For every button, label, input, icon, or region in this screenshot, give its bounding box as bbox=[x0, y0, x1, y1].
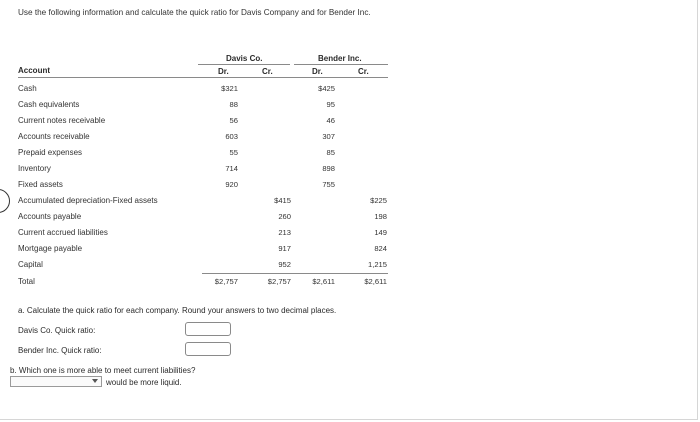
table-row-label: Prepaid expenses bbox=[18, 148, 83, 157]
bender-dr-header: Dr. bbox=[312, 67, 323, 76]
table-cell-davis-cr: 952 bbox=[278, 260, 291, 269]
question-b-text: b. Which one is more able to meet current liabilities? bbox=[10, 366, 196, 375]
bender-company-header: Bender Inc. bbox=[318, 54, 362, 63]
table-cell-davis-dr: 56 bbox=[229, 116, 238, 125]
table-cell-bender-dr: 95 bbox=[326, 100, 335, 109]
davis-quick-ratio-label: Davis Co. Quick ratio: bbox=[18, 326, 96, 335]
question-a-text: a. Calculate the quick ratio for each company. Round your answers to two decimal places. bbox=[18, 306, 337, 315]
table-cell-bender-dr: 307 bbox=[322, 132, 335, 141]
table-cell-davis-dr: 714 bbox=[225, 164, 238, 173]
table-cell-davis-dr: $2,757 bbox=[214, 277, 238, 286]
table-cell-bender-dr: 46 bbox=[326, 116, 335, 125]
more-liquid-text: would be more liquid. bbox=[106, 378, 182, 387]
table-cell-bender-dr: $425 bbox=[318, 84, 335, 93]
davis-company-header: Davis Co. bbox=[226, 54, 263, 63]
table-cell-davis-dr: 603 bbox=[225, 132, 238, 141]
table-cell-bender-dr: 85 bbox=[326, 148, 335, 157]
table-cell-bender-cr: 1,215 bbox=[367, 260, 387, 269]
table-row-label: Inventory bbox=[18, 164, 51, 173]
davis-quick-ratio-input[interactable] bbox=[185, 322, 231, 336]
table-row-label: Capital bbox=[18, 260, 43, 269]
bender-quick-ratio-label: Bender Inc. Quick ratio: bbox=[18, 346, 102, 355]
table-cell-bender-cr: 198 bbox=[374, 212, 387, 221]
header-rule bbox=[18, 77, 388, 78]
bender-quick-ratio-input[interactable] bbox=[185, 342, 231, 356]
table-cell-bender-dr: 755 bbox=[322, 180, 335, 189]
bender-cr-header: Cr. bbox=[358, 67, 369, 76]
davis-dr-header: Dr. bbox=[218, 67, 229, 76]
davis-group-rule bbox=[198, 64, 290, 65]
total-rule bbox=[202, 273, 388, 274]
table-cell-bender-cr: $2,611 bbox=[364, 277, 387, 286]
table-cell-bender-cr: 824 bbox=[374, 244, 387, 253]
table-row-label: Total bbox=[18, 277, 35, 286]
intro-text: Use the following information and calculate the quick ratio for Davis Company and for Bender Inc. bbox=[18, 8, 371, 17]
table-cell-bender-cr: 149 bbox=[374, 228, 387, 237]
davis-cr-header: Cr. bbox=[262, 67, 273, 76]
table-row-label: Accounts receivable bbox=[18, 132, 90, 141]
table-cell-davis-cr: 213 bbox=[278, 228, 291, 237]
bender-group-rule bbox=[294, 64, 388, 65]
table-row-label: Current accrued liabilities bbox=[18, 228, 108, 237]
table-cell-davis-dr: 55 bbox=[229, 148, 238, 157]
table-row-label: Cash bbox=[18, 84, 37, 93]
more-liquid-company-select[interactable] bbox=[10, 376, 102, 387]
table-cell-davis-dr: $321 bbox=[221, 84, 238, 93]
table-cell-davis-cr: 260 bbox=[278, 212, 291, 221]
table-row-label: Current notes receivable bbox=[18, 116, 106, 125]
table-row-label: Cash equivalents bbox=[18, 100, 80, 109]
table-cell-davis-cr: 917 bbox=[278, 244, 291, 253]
table-cell-davis-cr: $415 bbox=[274, 196, 291, 205]
chevron-down-icon bbox=[92, 379, 98, 383]
table-row-label: Accounts payable bbox=[18, 212, 82, 221]
table-cell-bender-cr: $225 bbox=[370, 196, 387, 205]
table-cell-bender-dr: $2,611 bbox=[312, 277, 335, 286]
table-cell-davis-dr: 920 bbox=[225, 180, 238, 189]
table-cell-davis-cr: $2,757 bbox=[267, 277, 291, 286]
table-cell-davis-dr: 88 bbox=[229, 100, 238, 109]
account-col-header: Account bbox=[18, 66, 50, 75]
table-cell-bender-dr: 898 bbox=[322, 164, 335, 173]
table-row-label: Fixed assets bbox=[18, 180, 63, 189]
table-row-label: Accumulated depreciation-Fixed assets bbox=[18, 196, 158, 205]
table-row-label: Mortgage payable bbox=[18, 244, 83, 253]
